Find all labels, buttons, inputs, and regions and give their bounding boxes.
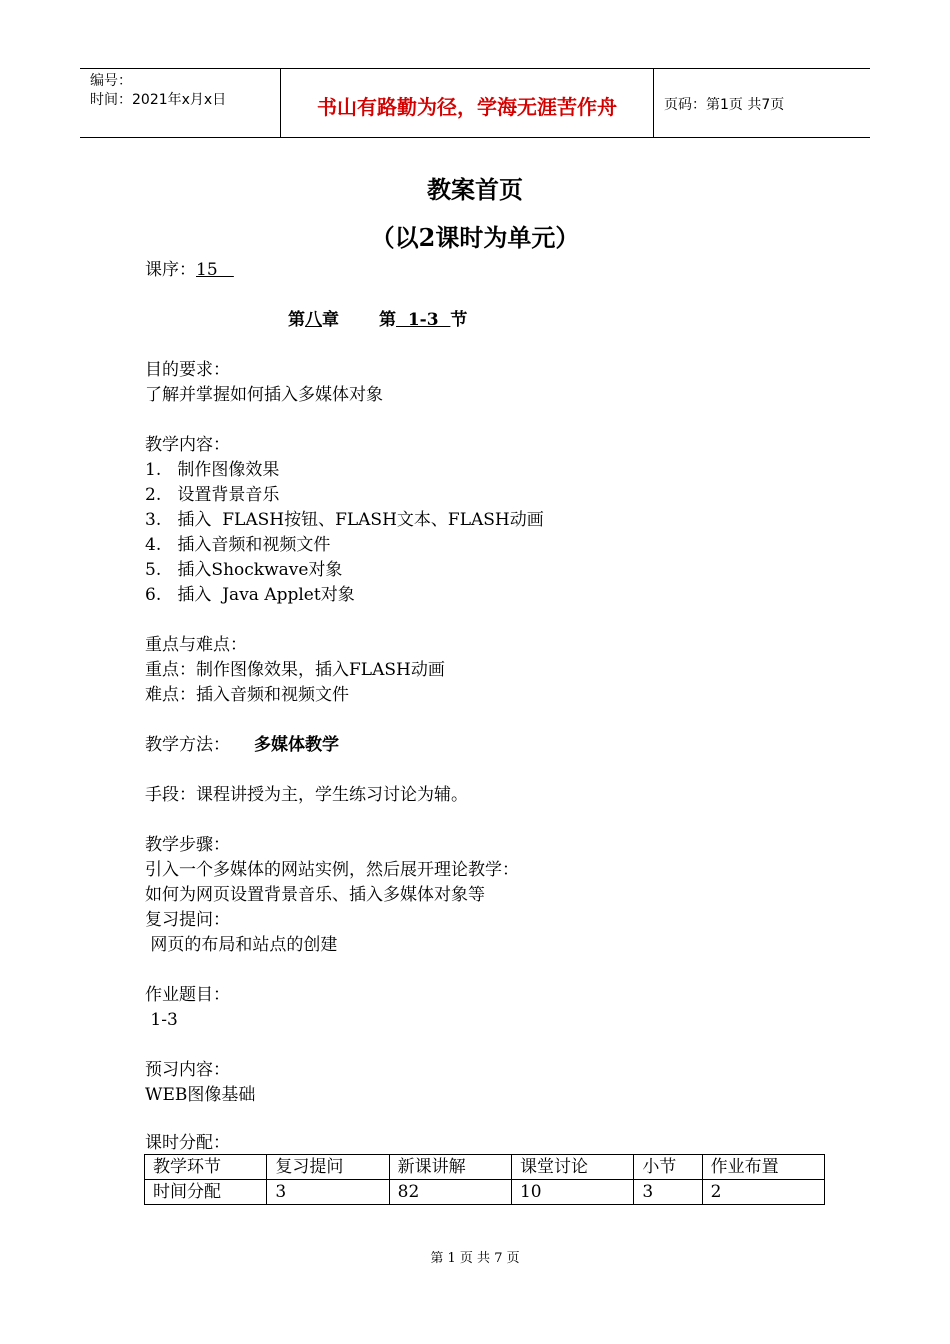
table-cell: 3 <box>634 1180 702 1205</box>
alloc-label: 课时分配： <box>145 1133 230 1153</box>
header-meta <box>80 69 281 137</box>
chapter-section <box>288 308 467 333</box>
steps-label: 教学步骤： <box>145 835 230 855</box>
preview-value: WEB图像基础 <box>145 1085 256 1105</box>
chapter-suffix: 章 <box>322 310 339 330</box>
table-cell: 教学环节 <box>145 1155 267 1180</box>
lesson-number <box>145 258 234 283</box>
table-cell: 小节 <box>634 1155 702 1180</box>
content-item: 5. 插入Shockwave对象 <box>145 560 343 580</box>
doc-title: 教案首页 <box>427 175 523 204</box>
content-item: 3. 插入 FLASH按钮、FLASH文本、FLASH动画 <box>145 510 544 530</box>
page-footer: 第 1 页 共 7 页 <box>430 1251 520 1266</box>
time-allocation-table <box>144 1154 825 1205</box>
goal-text: 了解并掌握如何插入多媒体对象 <box>145 385 383 405</box>
table-cell: 2 <box>702 1180 824 1205</box>
table-cell: 时间分配 <box>145 1180 267 1205</box>
goal-label: 目的要求： <box>145 360 230 380</box>
table-cell: 3 <box>267 1180 389 1205</box>
key-point: 重点：制作图像效果，插入FLASH动画 <box>145 660 445 680</box>
content-label: 教学内容： <box>145 435 230 455</box>
homework-label: 作业题目： <box>145 985 230 1005</box>
header-motto: 书山有路勤为径，学海无涯苦作舟 <box>281 69 654 137</box>
table-cell: 复习提问 <box>267 1155 389 1180</box>
doc-subtitle: （以2课时为单元） <box>370 223 580 252</box>
steps-line: 如何为网页设置背景音乐、插入多媒体对象等 <box>145 885 485 905</box>
steps-line: 网页的布局和站点的创建 <box>145 935 338 955</box>
content-item: 1. 制作图像效果 <box>145 460 280 480</box>
chapter-number: 八 <box>305 310 322 330</box>
key-label: 重点与难点： <box>145 635 247 655</box>
method-value: 多媒体教学 <box>254 735 339 755</box>
page-header <box>80 68 870 138</box>
table-cell: 课堂讨论 <box>511 1155 633 1180</box>
content-item: 6. 插入 Java Applet对象 <box>145 585 355 605</box>
section-number: 1-3 <box>396 310 451 330</box>
number-label: 编号： <box>90 73 132 89</box>
content-item: 4. 插入音频和视频文件 <box>145 535 331 555</box>
steps-line: 复习提问： <box>145 910 230 930</box>
chapter-prefix: 第 <box>288 310 305 330</box>
lesson-prefix: 课序： <box>145 260 196 280</box>
section-prefix: 第 <box>379 310 396 330</box>
method-label: 教学方法： <box>145 735 230 755</box>
lesson-value: 15 <box>196 260 234 280</box>
table-cell: 新课讲解 <box>389 1155 511 1180</box>
steps-line: 引入一个多媒体的网站实例，然后展开理论教学： <box>145 860 519 880</box>
table-cell: 10 <box>511 1180 633 1205</box>
table-cell: 82 <box>389 1180 511 1205</box>
section-suffix: 节 <box>450 310 468 330</box>
table-cell: 作业布置 <box>702 1155 824 1180</box>
header-page-label: 页码：第1页 共7页 <box>664 97 785 113</box>
preview-label: 预习内容： <box>145 1060 230 1080</box>
content-item: 2. 设置背景音乐 <box>145 485 280 505</box>
method-line <box>145 733 339 758</box>
difficult-point: 难点：插入音频和视频文件 <box>145 685 349 705</box>
table-row <box>145 1180 825 1205</box>
time-label: 时间：2021年x月x日 <box>90 92 227 108</box>
means-text: 手段：课程讲授为主，学生练习讨论为辅。 <box>145 785 468 805</box>
table-header-row <box>145 1155 825 1180</box>
homework-value: 1-3 <box>145 1010 178 1030</box>
